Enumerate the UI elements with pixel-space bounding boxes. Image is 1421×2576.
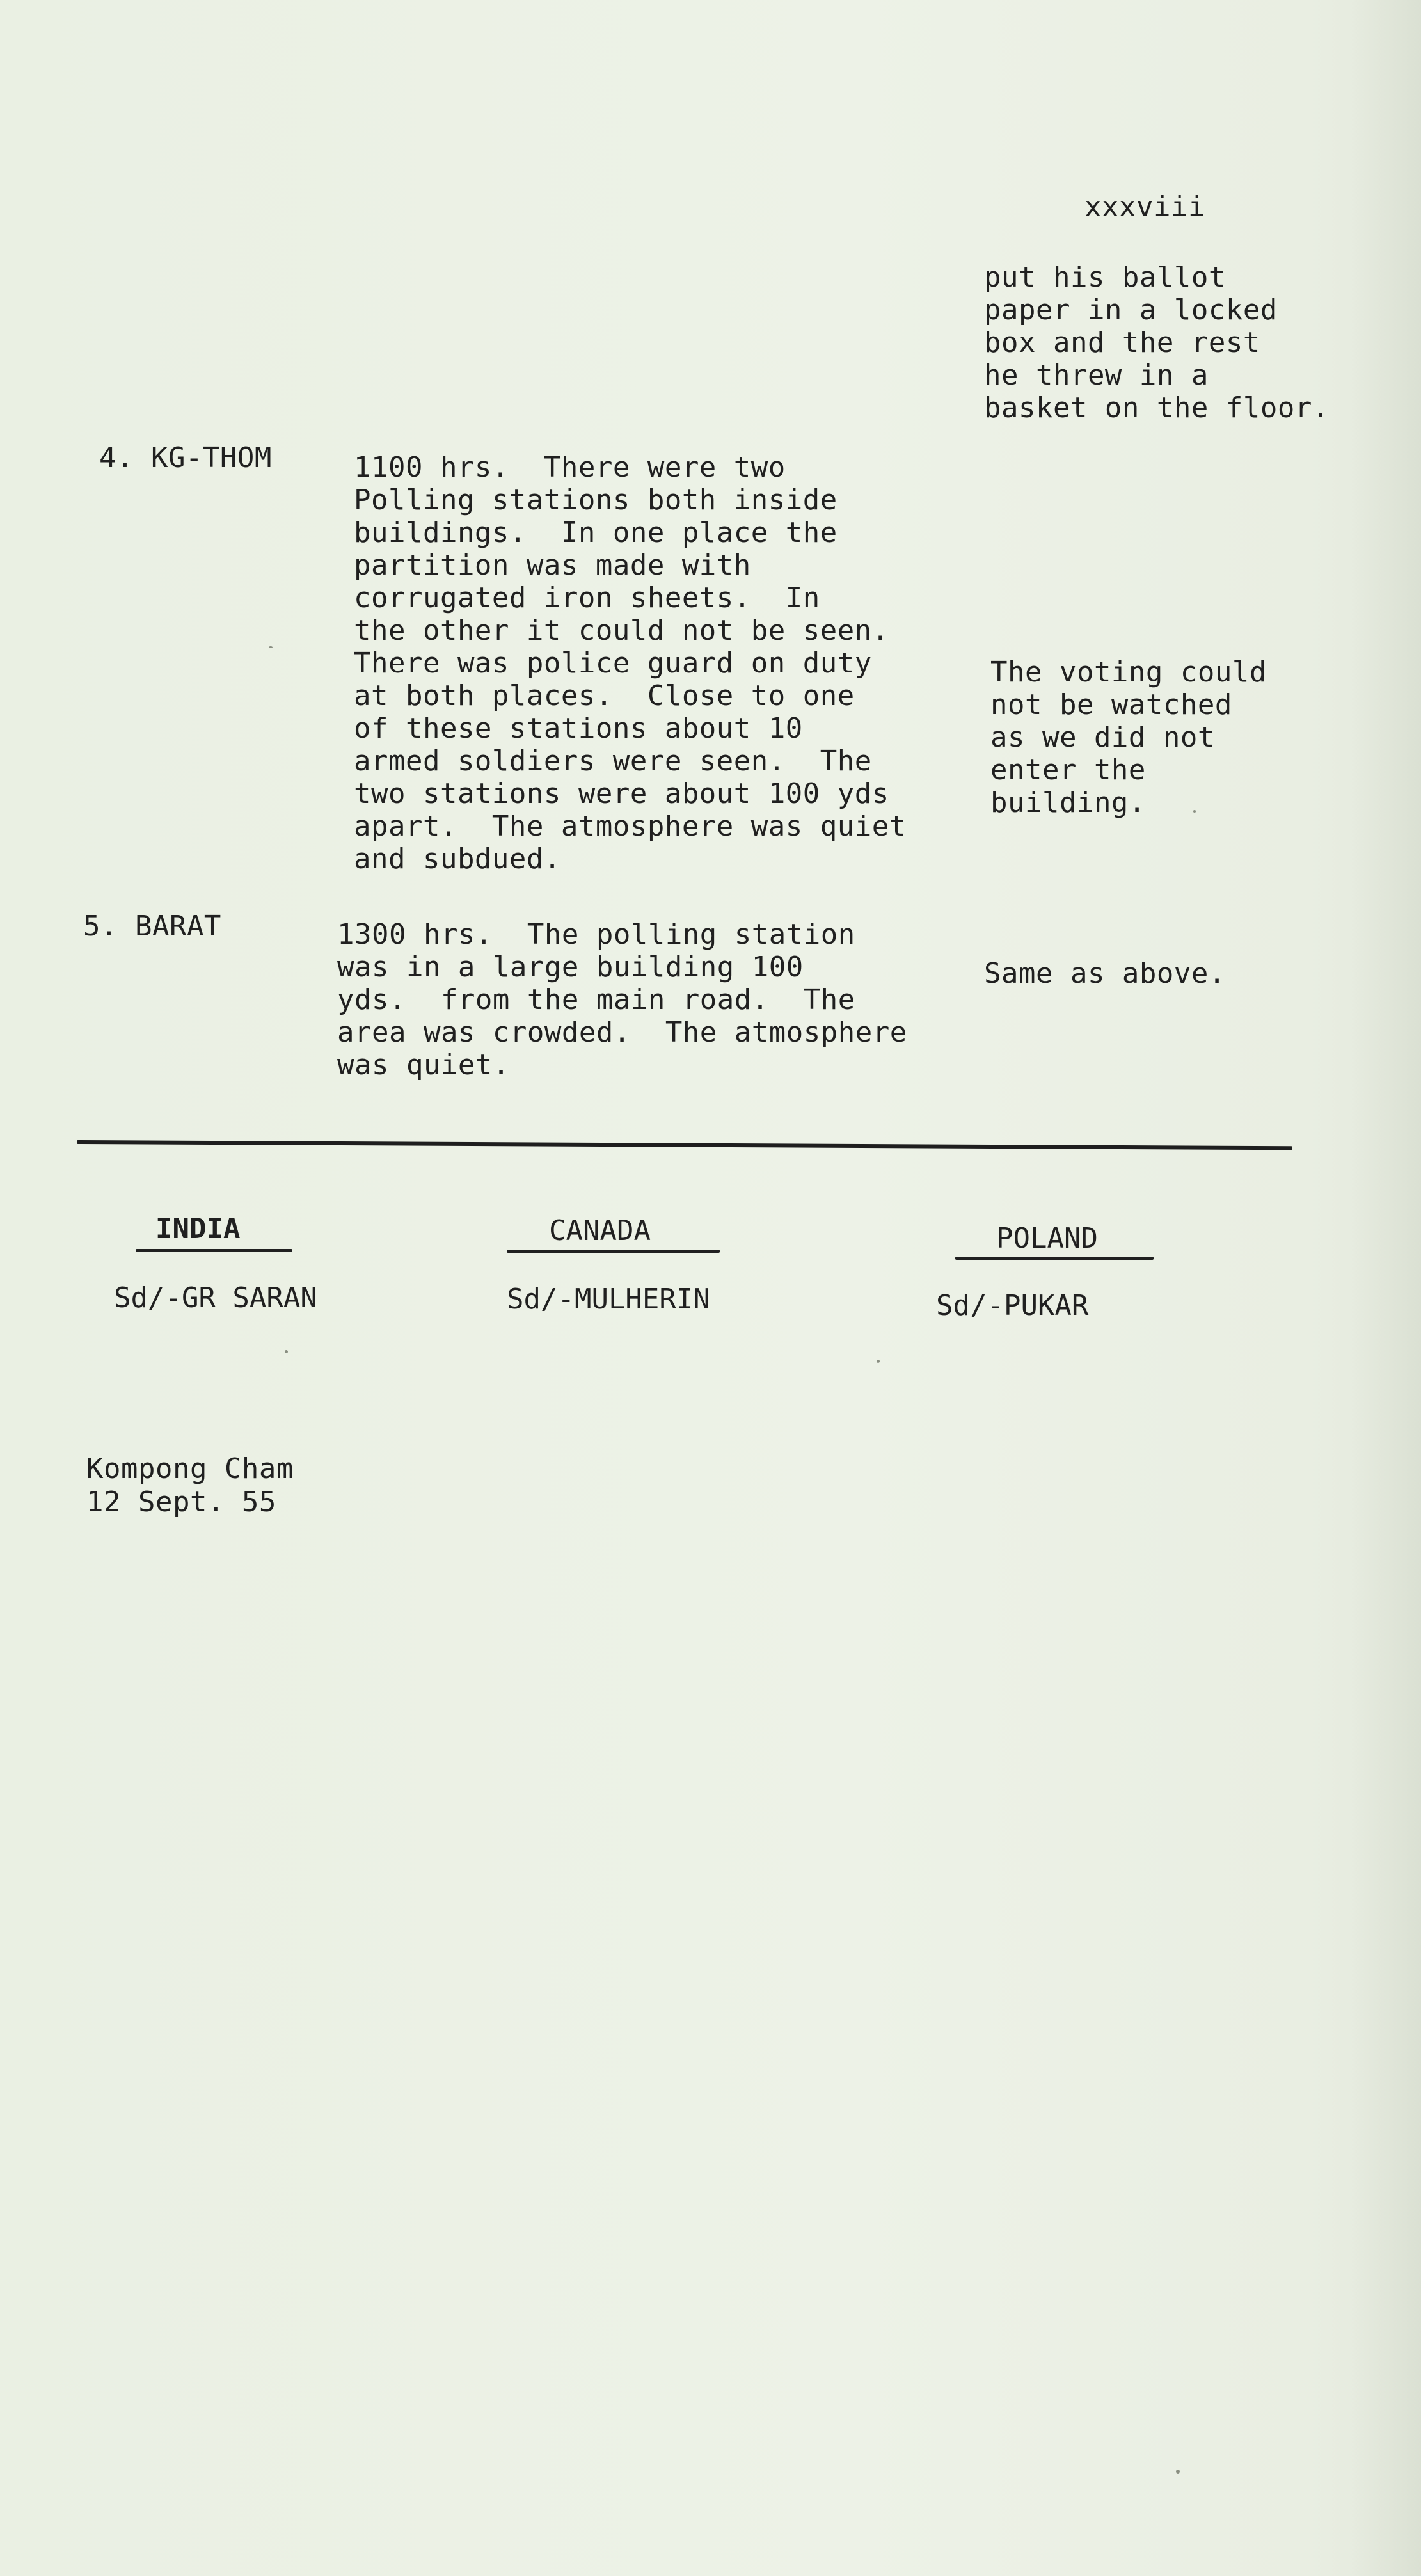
page-number: xxxviii [1084,191,1205,223]
entry-label-barat: 5. BARAT [83,910,221,942]
entry-remark-kg-thom: The voting could not be watched as we did not enter the building. [990,656,1267,819]
signature-poland: Sd/-PUKAR [936,1289,1089,1322]
paper-speck [1176,2470,1180,2474]
signatory-country-canada: CANADA [549,1214,651,1247]
paper-speck [285,1350,288,1353]
paper-edge-shadow [1351,0,1421,2576]
paper-speck [1193,810,1196,813]
signatory-country-india: INDIA [155,1212,241,1245]
paper-speck [269,646,273,648]
place-line: Kompong Cham [86,1452,294,1485]
entry-remark-barat: Same as above. [984,957,1226,990]
entry-body-barat: 1300 hrs. The polling station was in a large building 100 yds. from the main road. The area was crowded. The atmosphere was quiet. [337,918,907,1081]
underline-canada [507,1250,720,1253]
signature-canada: Sd/-MULHERIN [507,1283,710,1316]
continued-remark: put his ballot paper in a locked box and the rest he threw in a basket on the floor. [984,261,1330,424]
underline-india [136,1249,292,1252]
entry-label-kg-thom: 4. KG-THOM [99,441,272,474]
horizontal-rule [77,1140,1292,1150]
signatory-country-poland: POLAND [996,1222,1098,1255]
entry-body-kg-thom: 1100 hrs. There were two Polling stations both inside buildings. In one place the partition was made with corrugated iron sheets. In the other it could not be seen. There was police guard on duty at both places. Close to one of these stations about 10 armed soldiers were seen. The two stations were about 100 yds apart. The atmosphere was quiet and subdued. [354,451,907,875]
date-line: 12 Sept. 55 [86,1486,276,1518]
signature-india: Sd/-GR SARAN [114,1282,317,1314]
paper-speck [877,1360,880,1363]
underline-poland [955,1257,1154,1260]
